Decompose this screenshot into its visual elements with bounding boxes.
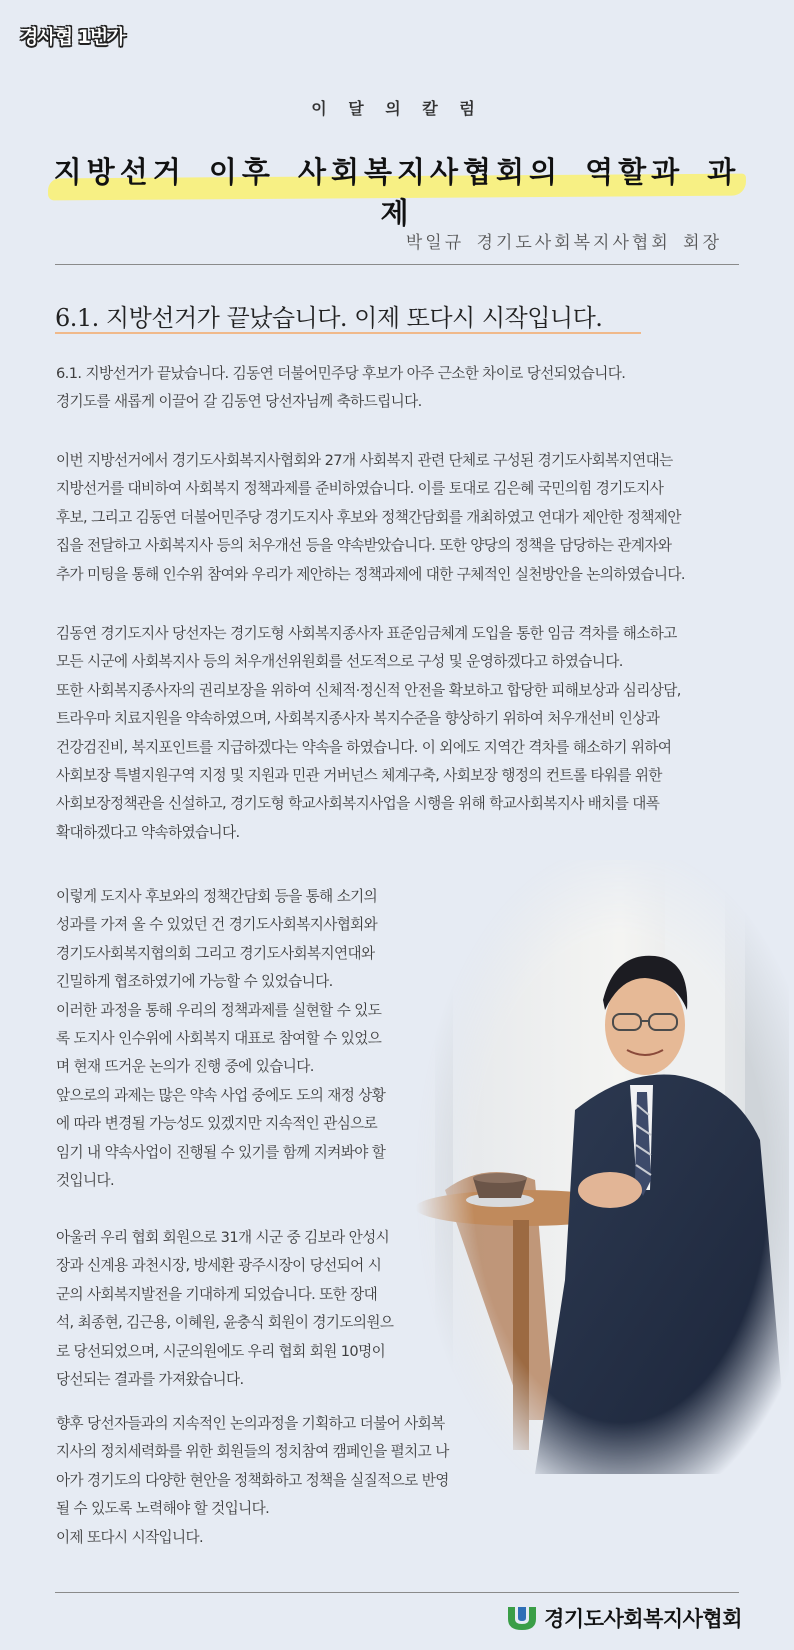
text-line: 긴밀하게 협조하였기에 가능할 수 있었습니다. <box>56 973 333 991</box>
column-label: 이 달 의 칼 럼 <box>311 99 483 118</box>
text-line: 에 따라 변경될 가능성도 있겠지만 지속적인 관심으로 <box>56 1115 378 1133</box>
paragraph-5 <box>56 1224 393 1394</box>
text-line: 사회보장정책관을 신설하고, 경기도형 학교사회복지사업을 시행을 위해 학교사회복지사 배치를 대폭 <box>56 795 660 813</box>
text-line: 경기도사회복지협의회 그리고 경기도사회복지연대와 <box>56 944 375 962</box>
header-divider <box>55 264 739 265</box>
president-portrait-photo <box>415 860 789 1474</box>
text-line: 아울러 우리 협회 회원으로 31개 시군 중 김보라 안성시 <box>56 1229 390 1246</box>
text-line: 건강검진비, 복지포인트를 지급하겠다는 약속을 하였습니다. 이 외에도 지역간 격차를 해소하기 위하여 <box>56 738 672 756</box>
title-block <box>48 150 746 230</box>
text-line: 향후 당선자들과의 지속적인 논의과정을 기획하고 더불어 사회복 <box>56 1415 445 1432</box>
text-line: 김동연 경기도지사 당선자는 경기도형 사회복지종사자 표준임금체계 도입을 통한 임금 격차를 해소하고 <box>56 625 677 642</box>
text-line: 6.1. 지방선거가 끝났습니다. 김동연 더불어민주당 후보가 아주 근소한 차이로 당선되었습니다. <box>56 365 626 382</box>
text-line: 록 도지사 인수위에 사회복지 대표로 참여할 수 있었으 <box>56 1030 382 1048</box>
text-line: 또한 사회복지종사자의 권리보장을 위하여 신체적·정신적 안전을 확보하고 합당한 피해보상과 심리상담, <box>56 681 681 699</box>
text-line: 사회보장 특별지원구역 지정 및 지원과 민관 거버넌스 체계구축, 사회보장 행정의 컨트롤 타워를 위한 <box>56 767 662 785</box>
text-line: 될 수 있도록 노력해야 할 것입니다. <box>56 1500 270 1518</box>
footer-org-name: 경기도사회복지사협회 <box>544 1607 742 1631</box>
text-line: 추가 미팅을 통해 인수위 참여와 우리가 제안하는 정책과제에 대한 구체적인 실천방안을 논의하였습니다. <box>56 565 685 583</box>
footer-logo <box>506 1603 742 1633</box>
text-line: 앞으로의 과제는 많은 약속 사업 중에도 도의 재정 상황 <box>56 1086 386 1104</box>
text-line: 모든 시군에 사회복지사 등의 처우개선위원회를 선도적으로 구성 및 운영하겠다고 하였습니다. <box>56 653 623 671</box>
text-line: 확대하겠다고 약속하였습니다. <box>56 823 240 841</box>
text-line: 지사의 정치세력화를 위한 회원들의 정치참여 캠페인을 펼치고 나 <box>56 1443 449 1461</box>
subheading: 6.1. 지방선거가 끝났습니다. 이제 또다시 시작입니다. <box>55 304 603 332</box>
page-title: 지방선거 이후 사회복지사협회의 역할과 과제 <box>53 155 741 230</box>
text-line: 당선되는 결과를 가져왔습니다. <box>56 1371 244 1389</box>
association-logo-icon <box>506 1605 538 1631</box>
text-line: 로 당선되었으며, 시군의원에도 우리 협회 회원 10명이 <box>56 1342 386 1360</box>
paragraph-6 <box>56 1410 449 1552</box>
text-line: 트라우마 치료지원을 약속하였으며, 사회복지종사자 복지수준을 향상하기 위하여 처우개선비 인상과 <box>56 710 660 728</box>
paragraph-1 <box>56 360 625 417</box>
text-line: 임기 내 약속사업이 진행될 수 있기를 함께 지켜봐야 할 <box>56 1143 386 1161</box>
text-line: 성과를 가져 올 수 있었던 건 경기도사회복지사협회와 <box>56 916 378 934</box>
text-line: 지방선거를 대비하여 사회복지 정책과제를 준비하였습니다. 이를 토대로 김은혜 국민의힘 경기도지사 <box>56 480 664 498</box>
text-line: 이제 또다시 시작입니다. <box>56 1528 204 1546</box>
text-line: 것입니다. <box>56 1172 115 1190</box>
text-line: 집을 전달하고 사회복지사 등의 처우개선 등을 약속받았습니다. 또한 양당의 정책을 담당하는 관계자와 <box>56 537 672 555</box>
paragraph-2 <box>56 447 685 589</box>
subheading-underline <box>55 332 641 334</box>
footer-divider <box>55 1592 739 1593</box>
author-byline: 박일규 경기도사회복지사협회 회장 <box>405 233 722 253</box>
text-line: 경기도를 새롭게 이끌어 갈 김동연 당선자님께 축하드립니다. <box>56 393 422 411</box>
paragraph-3 <box>56 620 681 847</box>
text-line: 며 현재 뜨거운 논의가 진행 중에 있습니다. <box>56 1058 314 1076</box>
text-line: 후보, 그리고 김동연 더불어민주당 경기도지사 후보와 정책간담회를 개최하였고 연대가 제안한 정책제안 <box>56 508 681 526</box>
text-line: 아가 경기도의 다양한 현안을 정책화하고 정책을 실질적으로 반영 <box>56 1471 449 1489</box>
text-line: 이러한 과정을 통해 우리의 정책과제를 실현할 수 있도 <box>56 1001 382 1019</box>
text-line: 장과 신계용 과천시장, 방세환 광주시장이 당선되어 시 <box>56 1257 382 1275</box>
text-line: 이렇게 도지사 후보와의 정책간담회 등을 통해 소기의 <box>56 888 378 905</box>
section-badge: 경사협 1번가 <box>20 26 125 48</box>
text-line: 이번 지방선거에서 경기도사회복지사협회와 27개 사회복지 관련 단체로 구성된 경기도사회복지연대는 <box>56 452 673 469</box>
paragraph-4 <box>56 883 385 1195</box>
text-line: 석, 최종현, 김근용, 이혜원, 윤충식 회원이 경기도의원으 <box>56 1314 394 1332</box>
text-line: 군의 사회복지발전을 기대하게 되었습니다. 또한 장대 <box>56 1285 378 1303</box>
